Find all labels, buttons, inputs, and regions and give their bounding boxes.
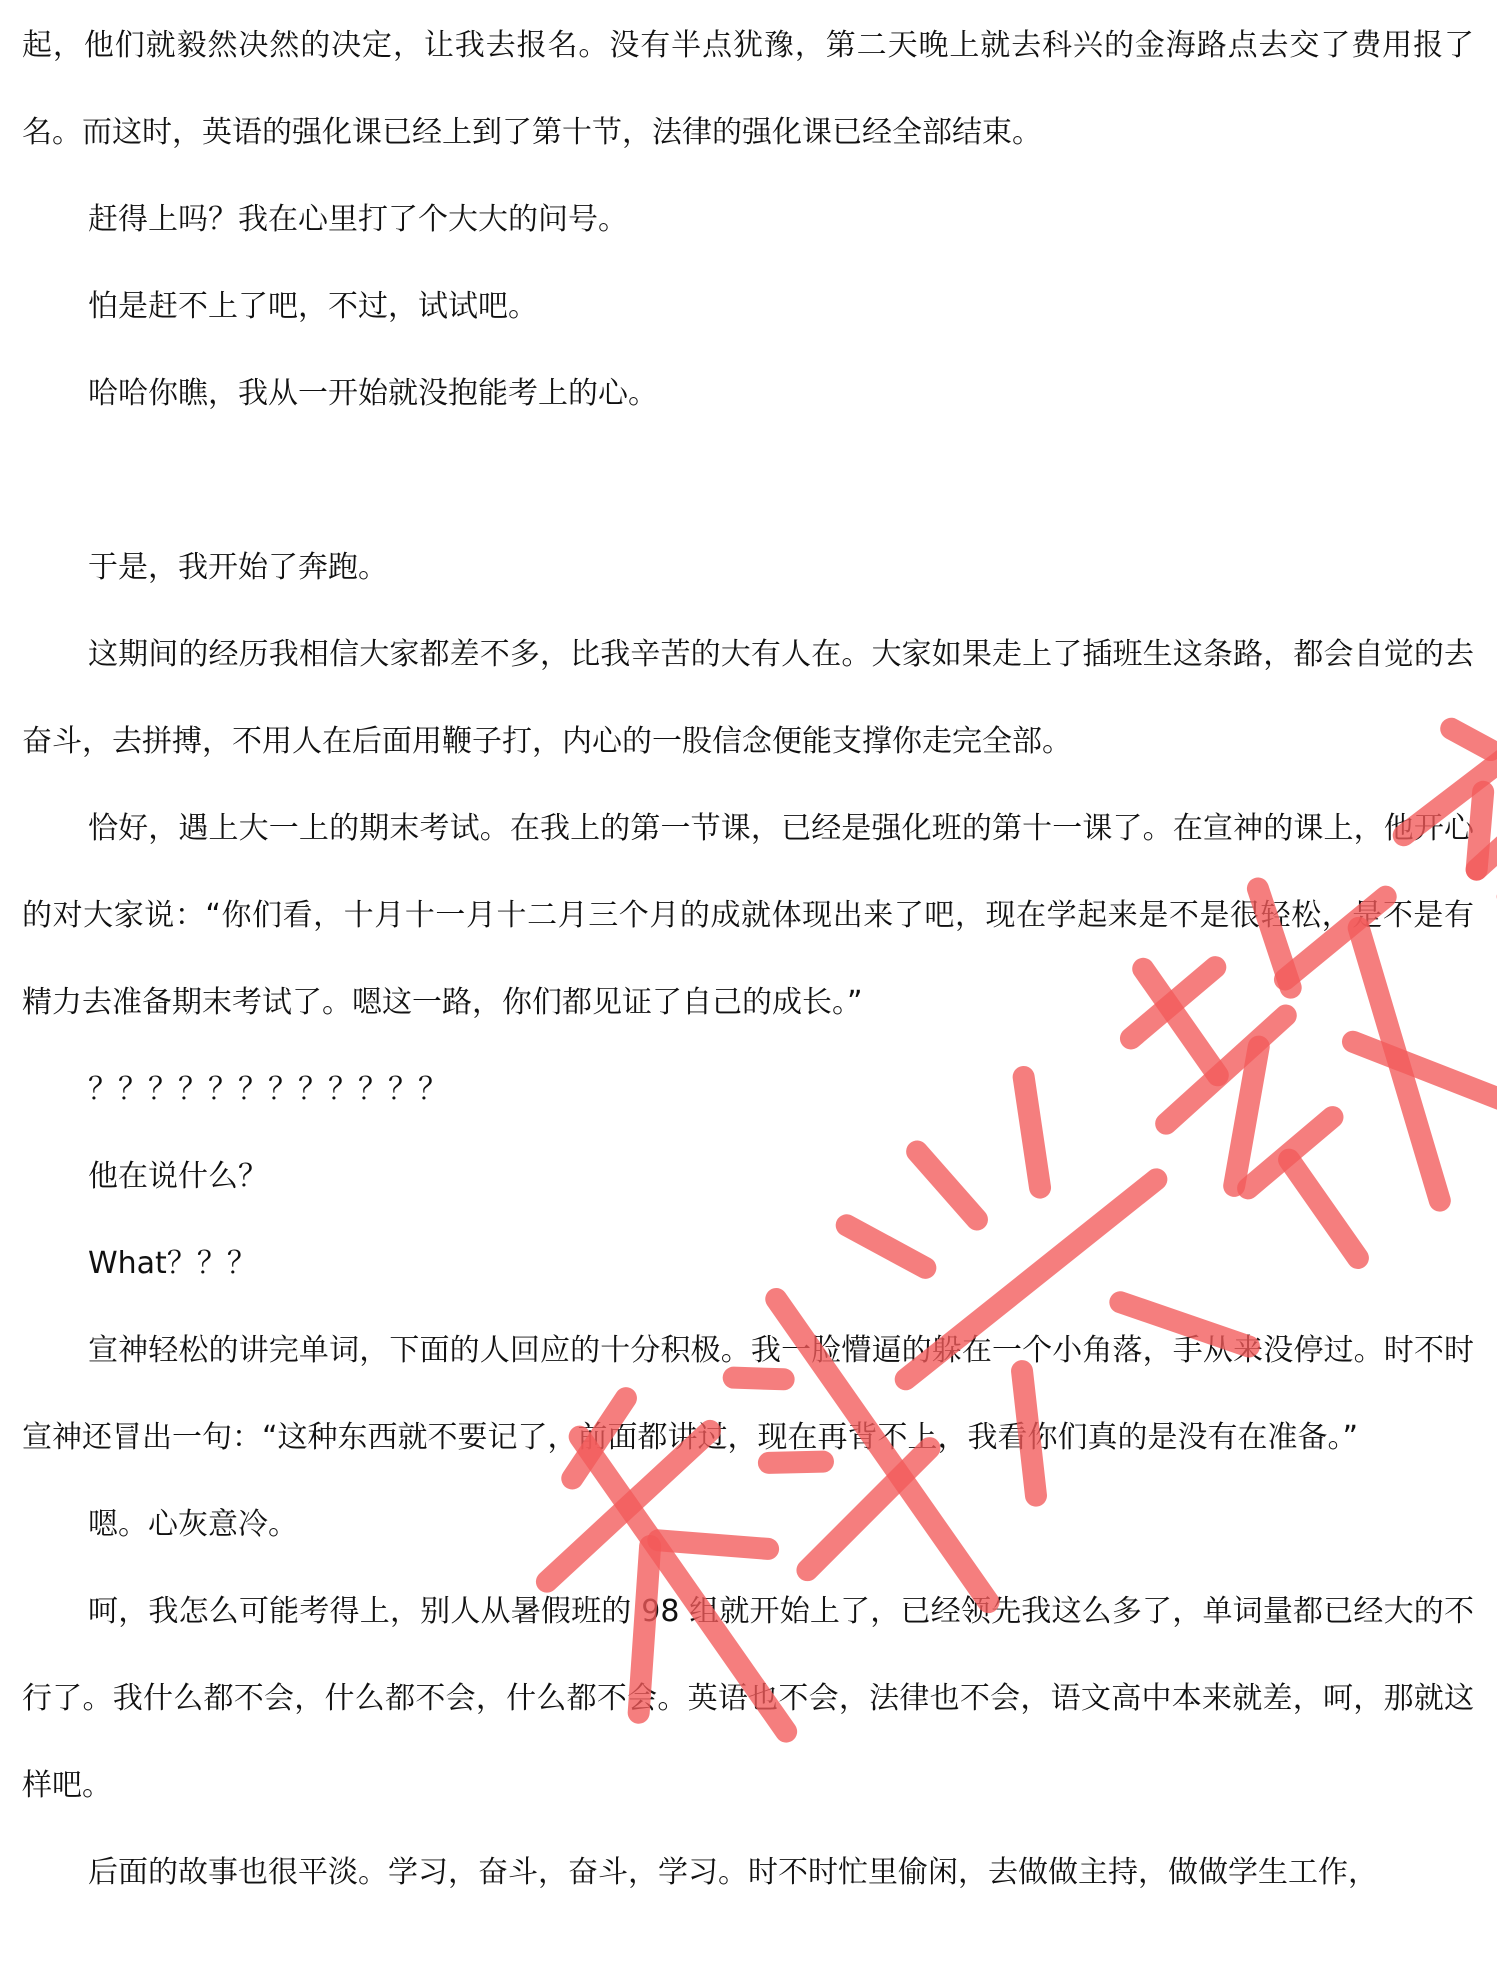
paragraph-continuation: 起，他们就毅然决然的决定，让我去报名。没有半点犹豫，第二天晚上就去科兴的金海路点去交了费用报了名。而这时，英语的强化课已经上到了第十节，法律的强化课已经全部结束。 (22, 28, 1474, 150)
paragraph: 这期间的经历我相信大家都差不多，比我辛苦的大有人在。大家如果走上了插班生这条路，都会自觉的去奋斗，去拼搏，不用人在后面用鞭子打，内心的一股信念便能支撑你走完全部。 (22, 637, 1474, 759)
paragraph: 嗯。心灰意冷。 (88, 1507, 298, 1542)
paragraph: ？？？？？？？？？？？？ (88, 1072, 448, 1107)
paragraph: 他在说什么？ (88, 1159, 268, 1194)
paragraph: 于是，我开始了奔跑。 (88, 550, 388, 585)
paragraph: 呵，我怎么可能考得上，别人从暑假班的 98 组就开始上了，已经领先我这么多了，单词量都已经大的不行了。我什么都不会，什么都不会，什么都不会。英语也不会，法律也不会，语文高中本来就差，呵，那就这样吧。 (22, 1594, 1474, 1803)
paragraph: 赶得上吗？我在心里打了个大大的问号。 (88, 202, 628, 237)
paragraph: 哈哈你瞧，我从一开始就没抱能考上的心。 (88, 376, 658, 411)
paragraph: 怕是赶不上了吧，不过，试试吧。 (88, 289, 538, 324)
paragraph: 恰好，遇上大一上的期末考试。在我上的第一节课，已经是强化班的第十一课了。在宣神的课上，他开心的对大家说：“你们看，十月十一月十二月三个月的成就体现出来了吧，现在学起来是不是很轻松，是不是有精力去准备期末考试了。嗯这一路，你们都见证了自己的成长。” (22, 811, 1474, 1020)
blank-line (22, 437, 1474, 524)
paragraph: 后面的故事也很平淡。学习，奋斗，奋斗，学习。时不时忙里偷闲，去做做主持，做做学生工作， (88, 1855, 1378, 1890)
paragraph: 宣神轻松的讲完单词，下面的人回应的十分积极。我一脸懵逼的躲在一个小角落，手从来没停过。时不时宣神还冒出一句：“这种东西就不要记了，前面都讲过，现在再背不上，我看你们真的是没有在准备。” (22, 1333, 1474, 1455)
article-body (22, 2, 1474, 1916)
paragraph: What？？？ (88, 1246, 257, 1281)
